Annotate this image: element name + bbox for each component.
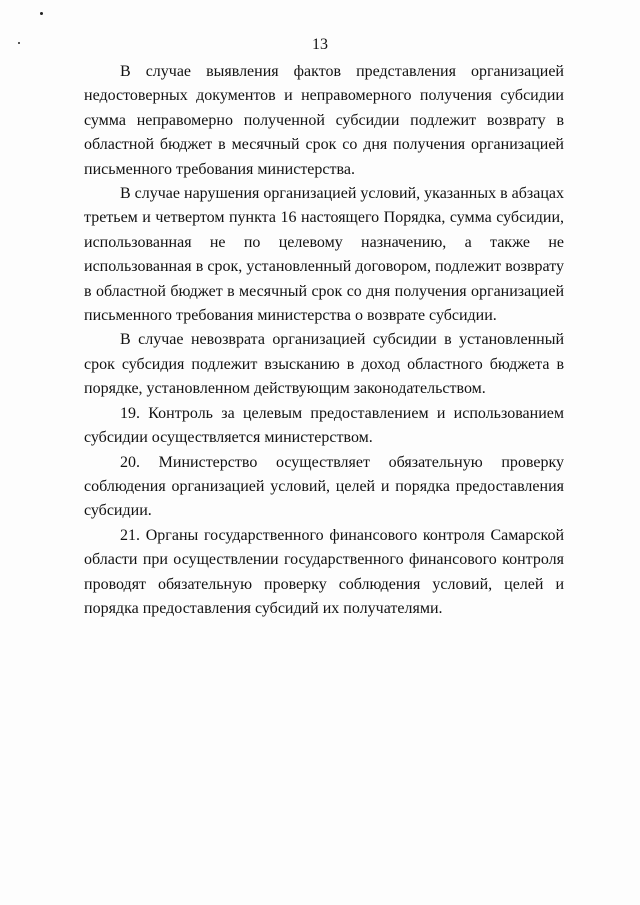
paragraph-reimbursement-false-docs: В случае выявления фактов представления организацией недостоверных документов и неправомерного получения субсидии сумма неправомерно полученной субсидии подлежит возврату в областной бюджет в месячный срок со дня получения организацией письменного требования министерства. <box>84 63 564 178</box>
paragraph-item-21: 21. Органы государственного финансового контроля Самарской области при осуществлении государственного финансового контроля проводят обязательную проверку соблюдения условий, целей и порядка предоставления субсидий их получателями. <box>84 526 564 617</box>
paragraph-item-20: 20. Министерство осуществляет обязательную проверку соблюдения организацией условий, целей и порядка предоставления субсидии. <box>84 453 564 520</box>
paragraph-non-return: В случае невозврата организацией субсидии в установленный срок субсидия подлежит взысканию в доход областного бюджета в порядке, установленном действующим законодательством. <box>84 331 564 398</box>
scan-speck <box>40 12 43 15</box>
document-body <box>84 60 564 621</box>
paragraph-reimbursement-violation: В случае нарушения организацией условий, указанных в абзацах третьем и четвертом пункта 16 настоящего Порядка, сумма субсидии, использованная не по целевому назначению, а также не использованная в срок, установленный договором, подлежит возврату в областной бюджет в месячный срок со дня получения организацией письменного требования министерства о возврате субсидии. <box>84 185 564 325</box>
paragraph-item-19: 19. Контроль за целевым предоставлением и использованием субсидии осуществляется министерством. <box>84 404 564 447</box>
page-number: 13 <box>312 36 328 53</box>
